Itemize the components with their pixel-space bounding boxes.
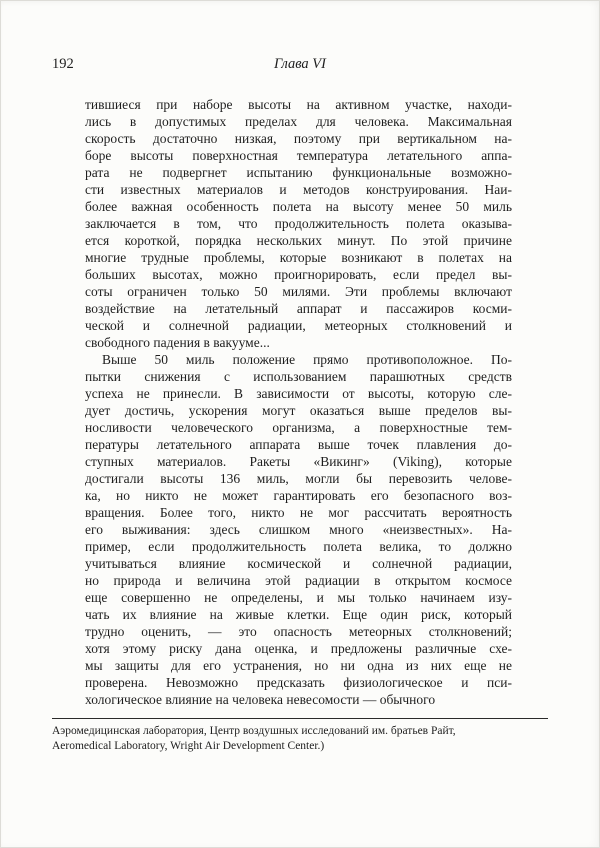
text-line: еще совершенно не определены, и мы только начинаем изу- xyxy=(85,590,512,605)
text-line: свободного падения в вакууме... xyxy=(85,335,270,350)
text-line: носливости человеческого организма, а поверхностные тем- xyxy=(85,420,512,435)
paragraph xyxy=(85,96,512,351)
text-line: рата не подвергнет испытанию функциональные возможно- xyxy=(85,165,512,180)
text-line: хотя этому риску дана оценка, и предложены различные схе- xyxy=(85,641,512,656)
text-line: трудно оценить, — это опасность метеорных столкновений; xyxy=(85,624,512,639)
text-line: лись в допустимых пределах для человека. Максимальная xyxy=(85,114,512,129)
text-line: больших высотах, можно проигнорировать, если предел вы- xyxy=(85,267,512,282)
text-line: успеха не принесли. В зависимости от высоты, которую сле- xyxy=(85,386,512,401)
text-line: проверена. Невозможно предсказать физиологическое и пси- xyxy=(85,675,512,690)
text-line: хологическое влияние на человека невесомости — обычного xyxy=(85,692,436,707)
text-line: пературы летательного аппарата выше точек плавления до- xyxy=(85,437,512,452)
text-line: многие трудные проблемы, которые возникают в полетах на xyxy=(85,250,512,265)
text-line: ступных материалов. Ракеты «Викинг» (Viking), которые xyxy=(85,454,512,469)
text-line: вращения. Более того, никто не мог рассчитать вероятность xyxy=(85,505,512,520)
text-line: соты ограничен только 50 милями. Эти проблемы включают xyxy=(85,284,512,299)
body-text xyxy=(85,96,512,708)
text-line: сти известных материалов и методов конструирования. Наи- xyxy=(85,182,512,197)
text-line: ка, но никто не может гарантировать его безопасного воз- xyxy=(85,488,512,503)
text-line: более важная особенность полета на высоту менее 50 миль xyxy=(85,199,512,214)
text-line: заключается в том, что продолжительность полета оказыва- xyxy=(85,216,512,231)
text-line: тившиеся при наборе высоты на активном участке, находи- xyxy=(85,97,512,112)
text-line: мы защиты для его устранения, но ни одна из них еще не xyxy=(85,658,512,673)
footnote xyxy=(52,724,532,753)
text-line: его выживания: здесь слишком много «неизвестных». На- xyxy=(85,522,512,537)
page-number: 192 xyxy=(52,56,74,72)
text-line: ческой и солнечной радиации, метеорных столкновений и xyxy=(85,318,512,333)
text-line: воздействие на летательный аппарат и пассажиров косми- xyxy=(85,301,512,316)
text-line: Выше 50 миль положение прямо противоположное. По- xyxy=(102,352,512,367)
chapter-header: Глава VI xyxy=(274,56,326,72)
footnote-rule xyxy=(52,718,548,719)
running-head xyxy=(52,56,548,74)
text-line: скорость достаточно низкая, поэтому при вертикальном на- xyxy=(85,131,512,146)
text-line: но природа и величина этой радиации в открытом космосе xyxy=(85,573,512,588)
text-line: ется короткой, порядка нескольких минут. По этой причине xyxy=(85,233,512,248)
text-line: дует достичь, ускорения могут оказаться выше пределов вы- xyxy=(85,403,512,418)
text-line: учитываться влияние космической и солнечной радиации, xyxy=(85,556,512,571)
footnote-line: Аэромедицинская лаборатория, Центр воздушных исследований им. братьев Райт, xyxy=(52,725,456,737)
text-line: пример, если продолжительность полета велика, то должно xyxy=(85,539,512,554)
paragraph xyxy=(85,351,512,708)
text-line: боре высоты поверхностная температура летательного аппа- xyxy=(85,148,512,163)
text-line: чать их влияние на живые клетки. Еще один риск, который xyxy=(85,607,512,622)
text-line: пытки снижения с использованием парашютных средств xyxy=(85,369,512,384)
footnote-line: Aeromedical Laboratory, Wright Air Development Center.) xyxy=(52,739,325,752)
text-line: достигали высоты 136 миль, могли бы перевозить челове- xyxy=(85,471,512,486)
